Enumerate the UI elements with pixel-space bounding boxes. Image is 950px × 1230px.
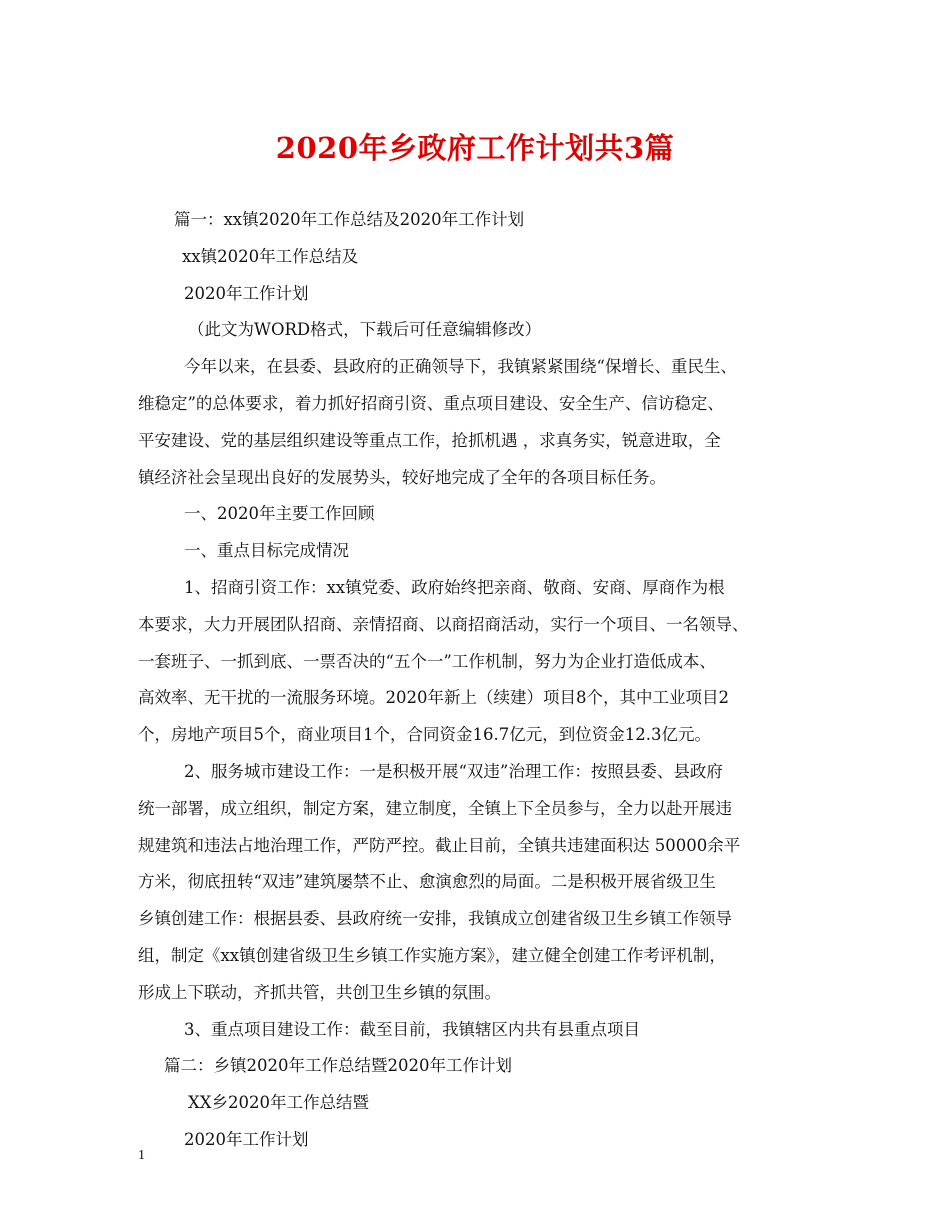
text-line: 一、2020年主要工作回顾 [184, 504, 375, 524]
text-line: xx镇2020年工作总结及 [182, 246, 359, 266]
text-line: 3、重点项目建设工作：截至目前，我镇辖区内共有县重点项目 [184, 1019, 640, 1039]
text-line: 维稳定”的总体要求，着力抓好招商引资、重点项目建设、安全生产、信访稳定、 [138, 393, 724, 413]
text-line: 2、服务城市建设工作：一是积极开展“双违”治理工作：按照县委、县政府 [184, 761, 723, 781]
text-line: 平安建设、党的基层组织建设等重点工作，抢抓机遇 ，求真务实，锐意进取，全 [138, 430, 721, 450]
text-line: （此文为WORD格式，下载后可任意编辑修改） [188, 320, 542, 340]
document-body [138, 202, 818, 1159]
text-line: 统一部署，成立组织，制定方案，建立制度，全镇上下全员参与，全力以赴开展违 [138, 798, 732, 818]
text-line: 篇一：xx镇2020年工作总结及2020年工作计划 [174, 210, 525, 229]
text-line: 1、招商引资工作：xx镇党委、政府始终把亲商、敬商、安商、厚商作为根 [184, 577, 725, 597]
text-line: 方米，彻底扭转“双违”建筑屡禁不止、愈演愈烈的局面。二是积极开展省级卫生 [138, 872, 716, 892]
text-line: XX乡2020年工作总结暨 [188, 1093, 369, 1113]
text-line: 2020年工作计划 [184, 1129, 309, 1149]
text-line: 篇二：乡镇2020年工作总结暨2020年工作计划 [164, 1056, 512, 1076]
text-line: 组，制定《xx镇创建省级卫生乡镇工作实施方案》，建立健全创建工作考评机制， [138, 945, 726, 965]
text-line: 镇经济社会呈现出良好的发展势头，较好地完成了全年的各项目标任务。 [138, 467, 666, 487]
text-line: 规建筑和违法占地治理工作，严防严控。截止目前，全镇共违建面积达 50000余平 [138, 835, 741, 855]
text-line: 本要求，大力开展团队招商、亲情招商、以商招商活动，实行一个项目、一名领导、 [138, 614, 749, 634]
text-line: 一、重点目标完成情况 [184, 541, 349, 561]
text-line: 个，房地产项目5个，商业项目1个，合同资金16.7亿元，到位资金12.3亿元。 [138, 725, 711, 745]
text-line: 今年以来，在县委、县政府的正确领导下，我镇紧紧围绕“保增长、重民生、 [184, 357, 737, 377]
document-title: 2020年乡政府工作计划共3篇 [275, 131, 675, 165]
text-line: 乡镇创建工作：根据县委、县政府统一安排，我镇成立创建省级卫生乡镇工作领导 [138, 909, 732, 929]
text-line: 2020年工作计划 [184, 283, 309, 303]
text-line: 高效率、无干扰的一流服务环境。2020年新上（续建）项目8个，其中工业项目2 [138, 688, 729, 708]
text-line: 一套班子、一抓到底、一票否决的“五个一”工作机制，努力为企业打造低成本、 [138, 651, 716, 671]
text-line: 形成上下联动，齐抓共管，共创卫生乡镇的氛围。 [138, 982, 501, 1002]
page-number: 1 [138, 1148, 145, 1163]
